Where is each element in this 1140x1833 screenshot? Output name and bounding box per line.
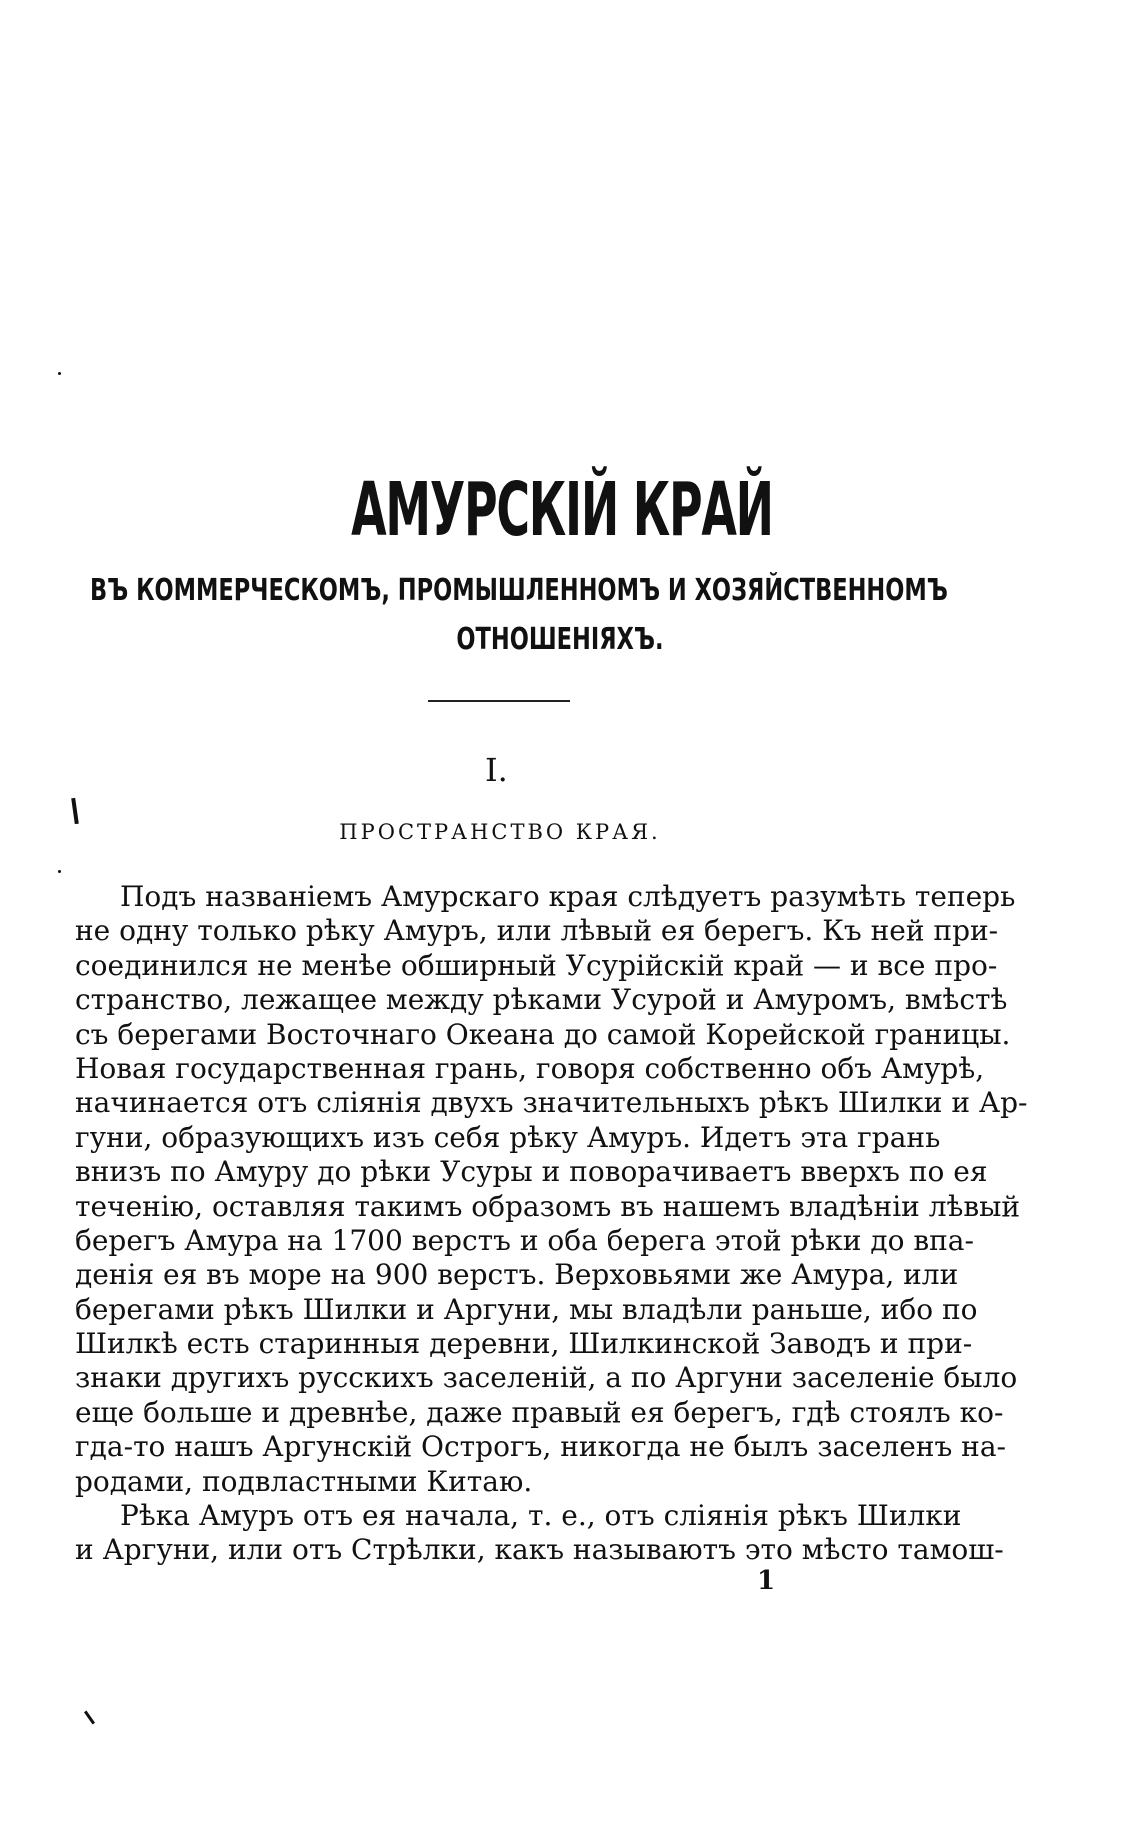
stray-tick-mark — [84, 1710, 95, 1724]
text-line: гда-то нашъ Аргунскій Острогъ, никогда не былъ заселенъ на- — [75, 1430, 1006, 1464]
text-line: денія ея въ море на 900 верстъ. Верховьями же Амура, или — [75, 1258, 959, 1292]
text-line: теченію, оставляя такимъ образомъ въ нашемъ владѣніи лѣвый — [75, 1189, 1021, 1223]
text-line: странство, лежащее между рѣками Усурой и Амуромъ, вмѣстѣ — [75, 983, 1008, 1017]
body-text — [75, 880, 1028, 1568]
text-line: не одну только рѣку Амуръ, или лѣвый ея берегъ. Къ ней при- — [75, 914, 999, 948]
text-line: съ берегами Восточнаго Океана до самой Корейской границы. — [75, 1017, 1011, 1051]
text-line: Подъ названіемъ Амурскаго края слѣдуетъ разумѣть теперь — [120, 880, 1016, 913]
section-title: ПРОСТРАНСТВО КРАЯ. — [339, 820, 661, 844]
text-line: Рѣка Амуръ отъ ея начала, т. е., отъ сліянія рѣкъ Шилки — [120, 1499, 962, 1533]
text-line: еще больше и древнѣе, даже правый ея берегъ, гдѣ стоялъ ко- — [75, 1395, 1004, 1429]
stray-dot-mark — [58, 870, 61, 873]
text-line: соединился не менѣе обширный Усурійскій край — и все про- — [75, 948, 998, 982]
text-line: Шилкѣ есть старинныя деревни, Шилкинской Заводъ и при- — [75, 1327, 973, 1361]
page-title: АМУРСКІЙ КРАЙ — [351, 467, 773, 553]
subtitle-line-2: ОТНОШЕНІЯХЪ. — [456, 622, 664, 657]
divider-rule — [428, 700, 570, 702]
text-line: берегъ Амура на 1700 верстъ и оба берега этой рѣки до впа- — [75, 1223, 974, 1257]
text-line: и Аргуни, или отъ Стрѣлки, какъ называютъ это мѣсто тамош- — [75, 1533, 1004, 1567]
text-line: знаки другихъ русскихъ заселеній, а по Аргуни заселеніе было — [75, 1361, 1018, 1395]
text-line: родами, подвластными Китаю. — [75, 1464, 533, 1498]
text-line: берегами рѣкъ Шилки и Аргуни, мы владѣли раньше, ибо по — [75, 1292, 978, 1326]
page-number: 1 — [757, 1566, 776, 1596]
text-line: Новая государственная грань, говоря собственно объ Амурѣ, — [75, 1051, 985, 1085]
subtitle-line-1: ВЪ КОММЕРЧЕСКОМЪ, ПРОМЫШЛЕННОМЪ И ХОЗЯЙСТВЕННОМЪ — [90, 573, 948, 608]
text-line: начинается отъ сліянія двухъ значительныхъ рѣкъ Шилки и Ар- — [75, 1086, 1028, 1120]
text-line: гуни, образующихъ изъ себя рѣку Амуръ. Идетъ эта грань — [75, 1120, 941, 1154]
stray-dot-mark — [58, 372, 61, 375]
section-number: I. — [485, 751, 508, 789]
text-line: внизъ по Амуру до рѣки Усуры и поворачиваетъ вверхъ по ея — [75, 1155, 988, 1189]
